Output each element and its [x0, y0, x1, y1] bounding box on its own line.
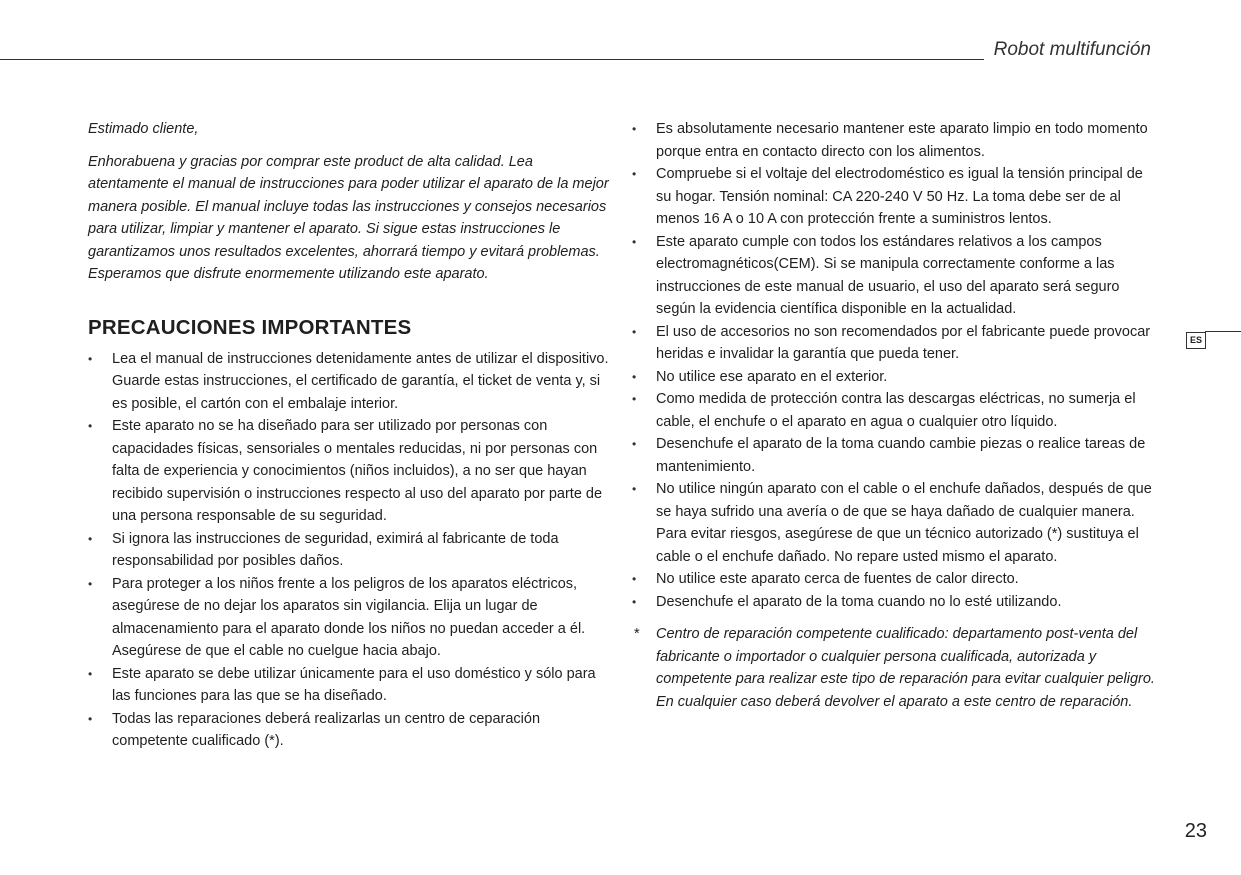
list-item: • El uso de accesorios no son recomendados por el fabricante puede provocar heridas e invalidar la garantía que pueda tener.: [632, 321, 1156, 366]
footnote-text: Centro de reparación competente cualificado: departamento post-venta del fabricante o importador o cualquier persona cualificada, autorizada y competente para realizar este tipo de reparación para evitar cualquier peligro. En cualquier caso deberá devolver el aparato a este centro de reparación.: [656, 626, 1155, 710]
list-item: • Como medida de protección contra las descargas eléctricas, no sumerja el cable, el enchufe o el aparato en agua o cualquier otro líquido.: [632, 388, 1156, 433]
footnote-mark: *: [634, 626, 640, 642]
list-item: • No utilice ningún aparato con el cable o el enchufe dañados, después de que se haya sufrido una avería o de que se haya dañado de cualquier manera. Para evitar riesgos, asegúrese de que un técnico autorizado (*) sustituya el cable o el enchufe dañado. No repare usted mismo el aparato.: [632, 478, 1156, 568]
page-number: 23: [1184, 820, 1207, 842]
list-item: • Compruebe si el voltaje del electrodoméstico es igual la tensión principal de su hogar. Tensión nominal: CA 220-240 V 50 Hz. La toma debe ser de al menos 16 A o 10 A con protección frente a suministros lentos.: [632, 163, 1156, 231]
list-item: • Para proteger a los niños frente a los peligros de los aparatos eléctricos, asegúrese de no dejar los aparatos sin vigilancia. Elija un lugar de almacenamiento para el aparato donde los niños no puedan acceder a él. Asegúrese de que el cable no cuelgue hacia abajo.: [88, 573, 610, 663]
list-item: • Este aparato cumple con todos los estándares relativos a los campos electromagnéticos(CEM). Si se manipula correctamente conforme a las instrucciones de este manual de usuario, el uso del aparato será seguro según la evidencia científica disponible en la actualidad.: [632, 231, 1156, 321]
footnote: [632, 623, 1156, 713]
right-bullet-list: [632, 118, 1156, 613]
list-item: • Lea el manual de instrucciones detenidamente antes de utilizar el dispositivo. Guarde estas instrucciones, el certificado de garantía, el ticket de venta y, si es posible, el cartón con el embalaje interior.: [88, 348, 610, 416]
header-rule: [0, 59, 984, 60]
list-item: • No utilice este aparato cerca de fuentes de calor directo.: [632, 568, 1156, 591]
list-item: • No utilice ese aparato en el exterior.: [632, 366, 1156, 389]
list-item: • Desenchufe el aparato de la toma cuando no lo esté utilizando.: [632, 591, 1156, 614]
language-tab: ES: [1186, 332, 1206, 349]
list-item: • Si ignora las instrucciones de seguridad, eximirá al fabricante de toda responsabilidad por posibles daños.: [88, 528, 610, 573]
list-item: • Este aparato se debe utilizar únicamente para el uso doméstico y sólo para las funciones para las que se ha diseñado.: [88, 663, 610, 708]
section-title: PRECAUCIONES IMPORTANTES: [88, 315, 412, 339]
language-tab-rule: [1205, 331, 1241, 332]
list-item: • Este aparato no se ha diseñado para ser utilizado por personas con capacidades físicas, sensoriales o mentales reducidas, ni por personas con falta de experiencia y conocimientos (niños incluidos), a no ser que hayan recibido supervisión o instrucciones respecto al uso del aparato por parte de una persona responsable de su seguridad.: [88, 415, 610, 528]
right-column: [632, 118, 1156, 713]
list-item: • Es absolutamente necesario mantener este aparato limpio en todo momento porque entra en contacto directo con los alimentos.: [632, 118, 1156, 163]
intro-paragraph: Enhorabuena y gracias por comprar este product de alta calidad. Lea atentamente el manual de instrucciones para poder utilizar el aparato de la mejor manera posible. El manual incluye todas las instrucciones y consejos necesarios para utilizar, limpiar y mantener el aparato. Si sigue estas instrucciones le garantizamos unos resultados excelentes, ahorrará tiempo y evitará problemas. Esperamos que disfrute enormemente utilizando este aparato.: [88, 153, 609, 282]
intro: [88, 118, 610, 286]
header-title: Robot multifunción: [993, 39, 1151, 60]
list-item: • Desenchufe el aparato de la toma cuando cambie piezas o realice tareas de mantenimiento.: [632, 433, 1156, 478]
list-item: • Todas las reparaciones deberá realizarlas un centro de ceparación competente cualificado (*).: [88, 708, 610, 753]
left-bullet-list: [88, 348, 610, 753]
intro-greeting: Estimado cliente,: [88, 121, 199, 137]
left-column: [88, 118, 610, 753]
